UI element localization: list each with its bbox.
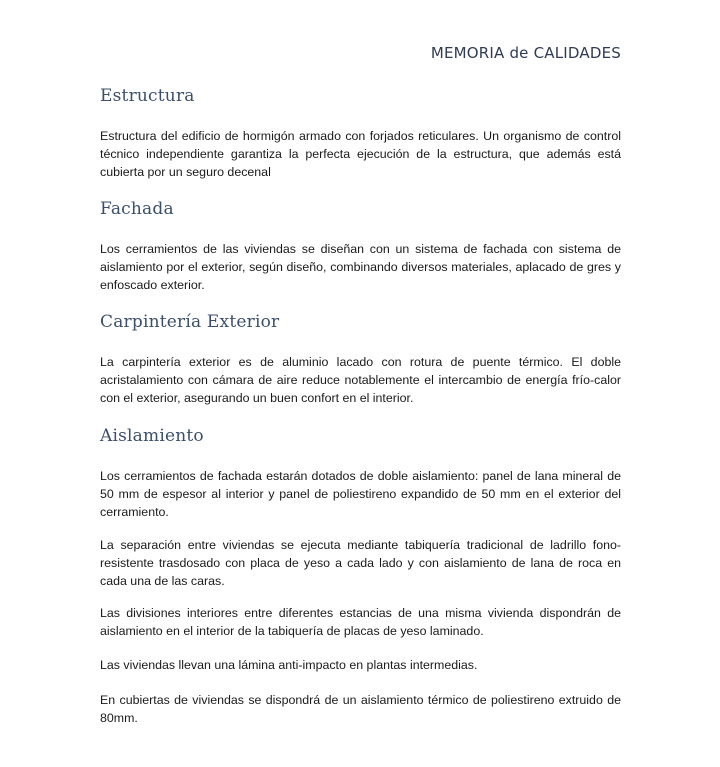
paragraph-aislamiento-lamina: Las viviendas llevan una lámina anti-impacto en plantas intermedias. [100,658,478,672]
paragraph-carpinteria-exterior: La carpintería exterior es de aluminio lacado con rotura de puente térmico. El doble acristalamiento con cámara de aire reduce notablemente el intercambio de energía frío-calor con el exterior, asegurando un buen confort en el interior. [100,355,621,406]
paragraph-estructura: Estructura del edificio de hormigón armado con forjados reticulares. Un organismo de control técnico independiente garantiza la perfecta ejecución de la estructura, que además está cubierta por un seguro decenal [100,129,621,180]
paragraph-aislamiento-divisiones: Las divisiones interiores entre diferentes estancias de una misma vivienda dispondrán de aislamiento en el interior de la tabiquería de placas de yeso laminado. [100,606,621,639]
paragraph-aislamiento-separacion: La separación entre viviendas se ejecuta mediante tabiquería tradicional de ladrillo fono-resistente trasdosado con placa de yeso a cada lado y con aislamiento de lana de roca en cada una de las caras. [100,538,621,589]
section-heading-estructura: Estructura [100,86,195,106]
document-title: MEMORIA de CALIDADES [430,44,621,62]
section-heading-fachada: Fachada [100,199,174,219]
paragraph-aislamiento-cubiertas: En cubiertas de viviendas se dispondrá de un aislamiento térmico de poliestireno extruido de 80mm. [100,693,621,726]
paragraph-fachada: Los cerramientos de las viviendas se diseñan con un sistema de fachada con sistema de aislamiento por el exterior, según diseño, combinando diversos materiales, aplacado de gres y enfoscado exterior. [100,242,621,293]
section-heading-aislamiento: Aislamiento [100,426,204,446]
section-heading-carpinteria-exterior: Carpintería Exterior [100,312,280,332]
paragraph-aislamiento-fachada: Los cerramientos de fachada estarán dotados de doble aislamiento: panel de lana mineral de 50 mm de espesor al interior y panel de poliestireno expandido de 50 mm en el exterior del cerramiento. [100,469,621,520]
